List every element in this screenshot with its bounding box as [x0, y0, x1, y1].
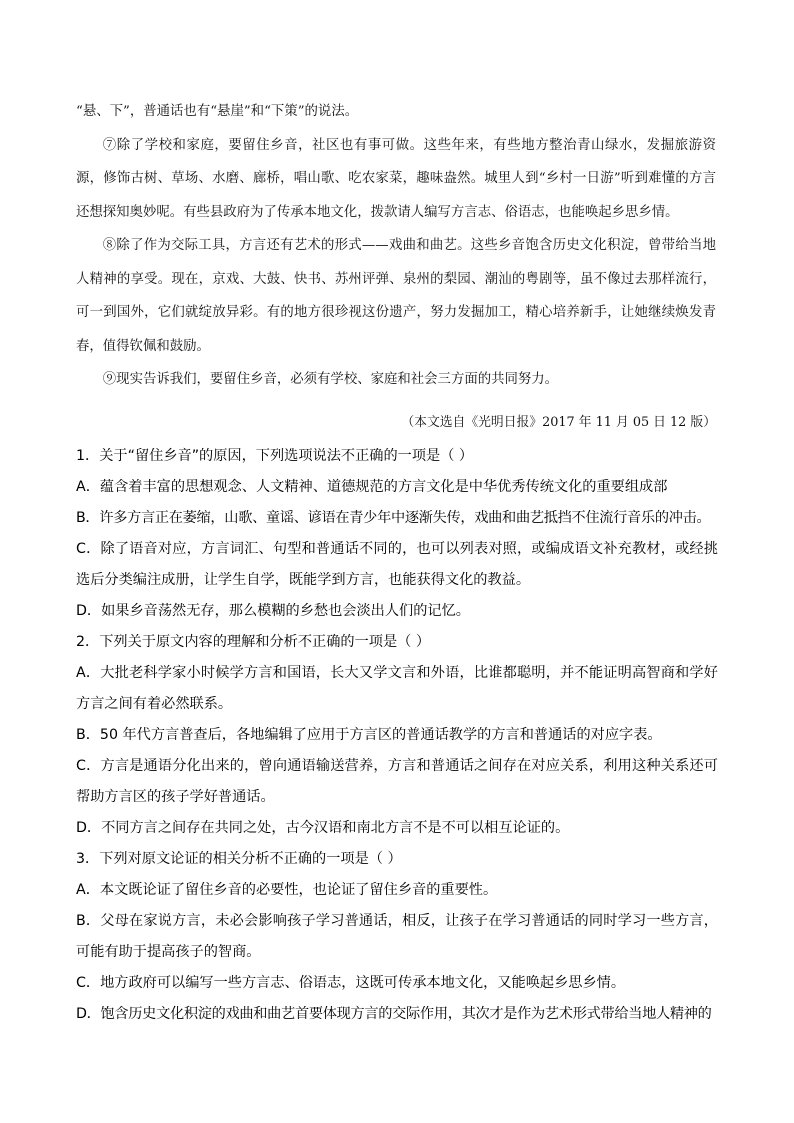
question-2: [76, 627, 718, 844]
question-3: [76, 844, 718, 1030]
option-b: B．父母在家说方言，未必会影响孩子学习普通话，相反，让孩子在学习普通话的同时学习一些方言，可能有助于提高孩子的智商。: [76, 913, 718, 960]
option-c: C．地方政府可以编写一些方言志、俗语志，这既可传承本地文化，又能唤起乡思乡情。: [76, 975, 626, 991]
option-d: D．饱含历史文化积淀的戏曲和曲艺首要体现方言的交际作用，其次才是作为艺术形式带给当地人精神的: [76, 1006, 712, 1022]
option-d: D．如果乡音荡然无存，那么模糊的乡愁也会淡出人们的记忆。: [76, 603, 470, 619]
option-c: C．方言是通语分化出来的，曾向通语输送营养，方言和普通话之间存在对应关系，利用这种关系还可帮助方言区的孩子学好普通话。: [76, 758, 718, 805]
option-b: B．许多方言正在萎缩，山歌、童谣、谚语在青少年中逐渐失传，戏曲和曲艺抵挡不住流行音乐的冲击。: [76, 510, 711, 526]
option-d: D．不同方言之间存在共同之处，古今汉语和南北方言不是不可以相互论证的。: [76, 820, 570, 836]
passage-text: [76, 95, 716, 397]
option-c: C．除了语音对应，方言词汇、句型和普通话不同的，也可以列表对照，或编成语文补充教材，或经挑选后分类编注成册，让学生自学，既能学到方言，也能获得文化的教益。: [76, 541, 718, 588]
question-list: [76, 441, 718, 1030]
option-a: A．大批老科学家小时候学方言和国语，长大又学文言和外语，比谁都聪明，并不能证明高智商和学好方言之间有着必然联系。: [76, 665, 718, 712]
passage-line-continuation: “悬、下”，普通话也有“悬崖”和“下策”的说法。: [76, 104, 359, 119]
option-a: A．蕴含着丰富的思想观念、人文精神、道德规范的方言文化是中华优秀传统文化的重要组成部: [76, 479, 668, 495]
passage-paragraph-7: ⑦除了学校和家庭，要留住乡音，社区也有事可做。这些年来，有些地方整治青山绿水，发掘旅游资源，修饰古树、草场、水磨、廊桥，唱山歌、吃农家菜，趣味盎然。城里人到“乡村一日游”听到难懂的方言还想探知奥妙呢。有些县政府为了传承本地文化，拨款请人编写方言志、俗语志，也能唤起乡思乡情。: [76, 137, 716, 220]
question-1: [76, 441, 718, 627]
question-stem: 2．下列关于原文内容的理解和分析不正确的一项是（ ）: [76, 634, 431, 650]
question-stem: 3．下列对原文论证的相关分析不正确的一项是（ ）: [76, 851, 402, 867]
passage-paragraph-9: ⑨现实告诉我们，要留住乡音，必须有学校、家庭和社会三方面的共同努力。: [102, 372, 559, 387]
option-b: B．50 年代方言普查后，各地编辑了应用于方言区的普通话教学的方言和普通话的对应字表。: [76, 727, 662, 743]
option-a: A．本文既论证了留住乡音的必要性，也论证了留住乡音的重要性。: [76, 882, 498, 898]
source-citation: （本文选自《光明日报》2017 年 11 月 05 日 12 版）: [401, 415, 716, 430]
question-stem: 1．关于“留住乡音”的原因，下列选项说法不正确的一项是（ ）: [76, 448, 474, 464]
passage-paragraph-8: ⑧除了作为交际工具，方言还有艺术的形式——戏曲和曲艺。这些乡音饱含历史文化积淀，曾带给当地人精神的享受。现在，京戏、大鼓、快书、苏州评弹、泉州的梨园、潮汕的粤剧等，虽不像过去那样流行，可一到国外，它们就绽放异彩。有的地方很珍视这份遗产，努力发掘加工，精心培养新手，让她继续焕发青春，值得钦佩和鼓励。: [76, 238, 716, 354]
